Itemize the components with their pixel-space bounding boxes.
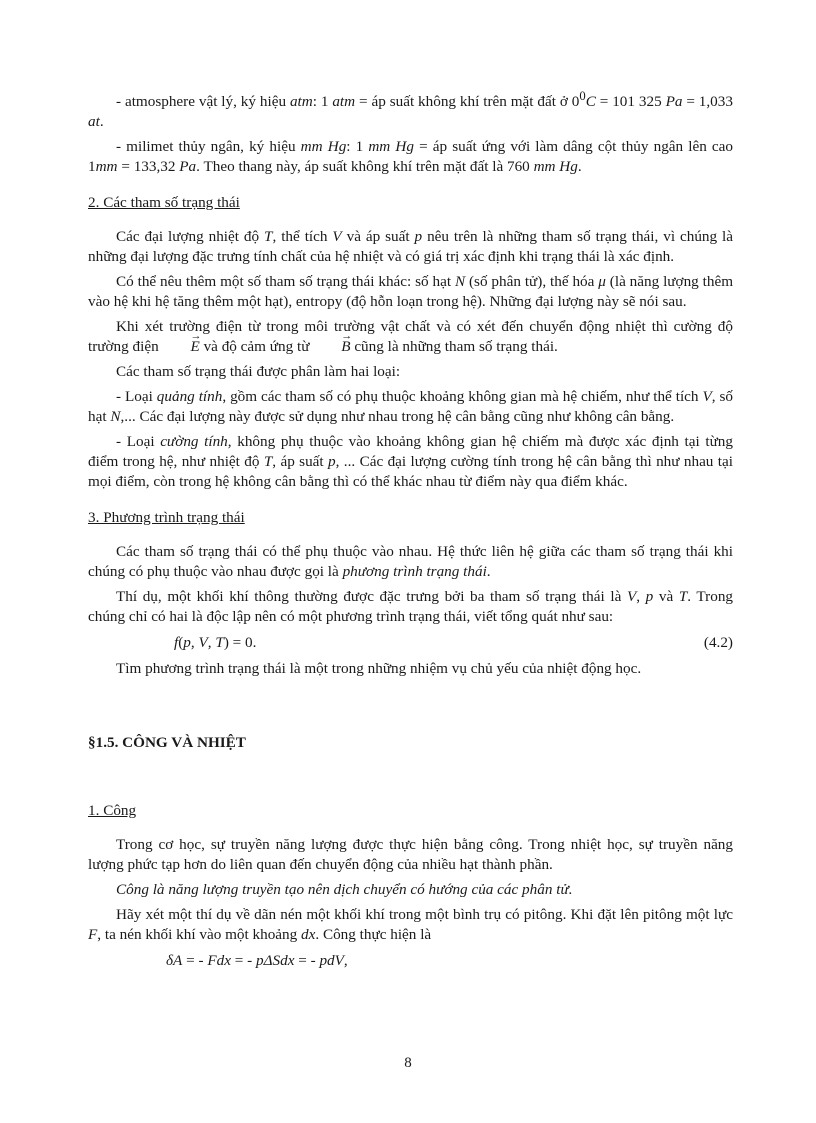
chapter-section-title: §1.5. CÔNG VÀ NHIỆT	[88, 734, 246, 752]
section-heading-equation-of-state: 3. Phương trình trạng thái	[88, 509, 245, 527]
section-heading-state-parameters: 2. Các tham số trạng thái	[88, 194, 240, 212]
vector-b: → B	[313, 337, 350, 357]
atm-definition: - atmosphere vật lý, ký hiệu atm: 1 atm = áp suất không khí trên mặt đất ở $0^0C = 101$ 325 Pa = 1,033 at.	[88, 89, 733, 131]
paragraph: Có thể nêu thêm một số tham số trạng thái khác: số hạt N (số phân tử), thế hóa μ (là năng lượng thêm vào hệ khi hệ tăng thêm một hạt), entropy (độ hỗn loạn trong hệ). Những đại lượng này sẽ nói sau.	[88, 273, 734, 311]
paragraph: Khi xét trường điện từ trong môi trường vật chất và có xét đến chuyển động nhiệt thì cường độ trường điện → E và độ cảm ứng từ → B cũng là những tham số trạng thái.	[88, 317, 733, 357]
equation-number: (4.2)	[703, 634, 733, 652]
section-heading-work: 1. Công	[88, 802, 137, 820]
paragraph: Tìm phương trình trạng thái là một trong những nhiệm vụ chủ yếu của nhiệt động học.	[116, 660, 642, 678]
paragraph: Các tham số trạng thái được phân làm hai loại:	[116, 363, 401, 381]
paragraph: Trong cơ học, sự truyền năng lượng được thực hiện bằng công. Trong nhiệt học, sự truyền năng lượng phức tạp hơn do liên quan đến chuyển động của nhiều hạt thành phần.	[88, 836, 733, 874]
page-number: 8	[404, 1055, 412, 1071]
equation-4-2	[88, 633, 733, 653]
list-item-extensive: - Loại quảng tính, gồm các tham số có phụ thuộc khoảng không gian mà hệ chiếm, như thể tích V, số hạt N,... Các đại lượng này được sử dụng như nhau trong hệ cân bằng cũng như không cân bằng.	[88, 388, 733, 426]
definition-work: Công là năng lượng truyền tạo nên dịch chuyển có hướng của các phân tử.	[116, 881, 573, 899]
equation-work: δA = - Fdx = - pΔSdx = - pdV,	[166, 952, 348, 970]
paragraph: Các đại lượng nhiệt độ T, thể tích V và áp suất p nêu trên là những tham số trạng thái, vì chúng là những đại lượng đặc trưng tính chất của hệ nhiệt và có giá trị xác định khi trạng thái là xác định.	[88, 228, 733, 266]
equation-expression: f(p, V, T) = 0.	[174, 634, 257, 652]
mmhg-definition: - milimet thủy ngân, ký hiệu mm Hg: 1 mm Hg = áp suất ứng với làm dâng cột thủy ngân lên cao 1mm = 133,32 Pa. Theo thang này, áp suất không khí trên mặt đất là 760 mm Hg.	[88, 138, 733, 176]
vector-e: → E	[162, 337, 199, 357]
page-body	[88, 86, 733, 976]
list-item-intensive: - Loại cường tính, không phụ thuộc vào khoảng không gian hệ chiếm mà được xác định tại từng điểm trong hệ, như nhiệt độ T, áp suất p, ... Các đại lượng cường tính trong hệ cân bằng thì như nhau tại mọi điểm, còn trong hệ không cân bằng thì có thể khác nhau từ điểm này qua điểm khác.	[88, 433, 733, 491]
paragraph: Thí dụ, một khối khí thông thường được đặc trưng bởi ba tham số trạng thái là V, p và T. Trong chúng chỉ có hai là độc lập nên có một phương trình trạng thái, viết tổng quát như sau:	[88, 588, 734, 626]
paragraph: Các tham số trạng thái có thể phụ thuộc vào nhau. Hệ thức liên hệ giữa các tham số trạng thái khi chúng có phụ thuộc vào nhau được gọi là phương trình trạng thái.	[88, 543, 733, 581]
paragraph: Hãy xét một thí dụ về dãn nén một khối khí trong một bình trụ có pitông. Khi đặt lên pitông một lực F, ta nén khối khí vào một khoảng dx. Công thực hiện là	[88, 906, 733, 944]
